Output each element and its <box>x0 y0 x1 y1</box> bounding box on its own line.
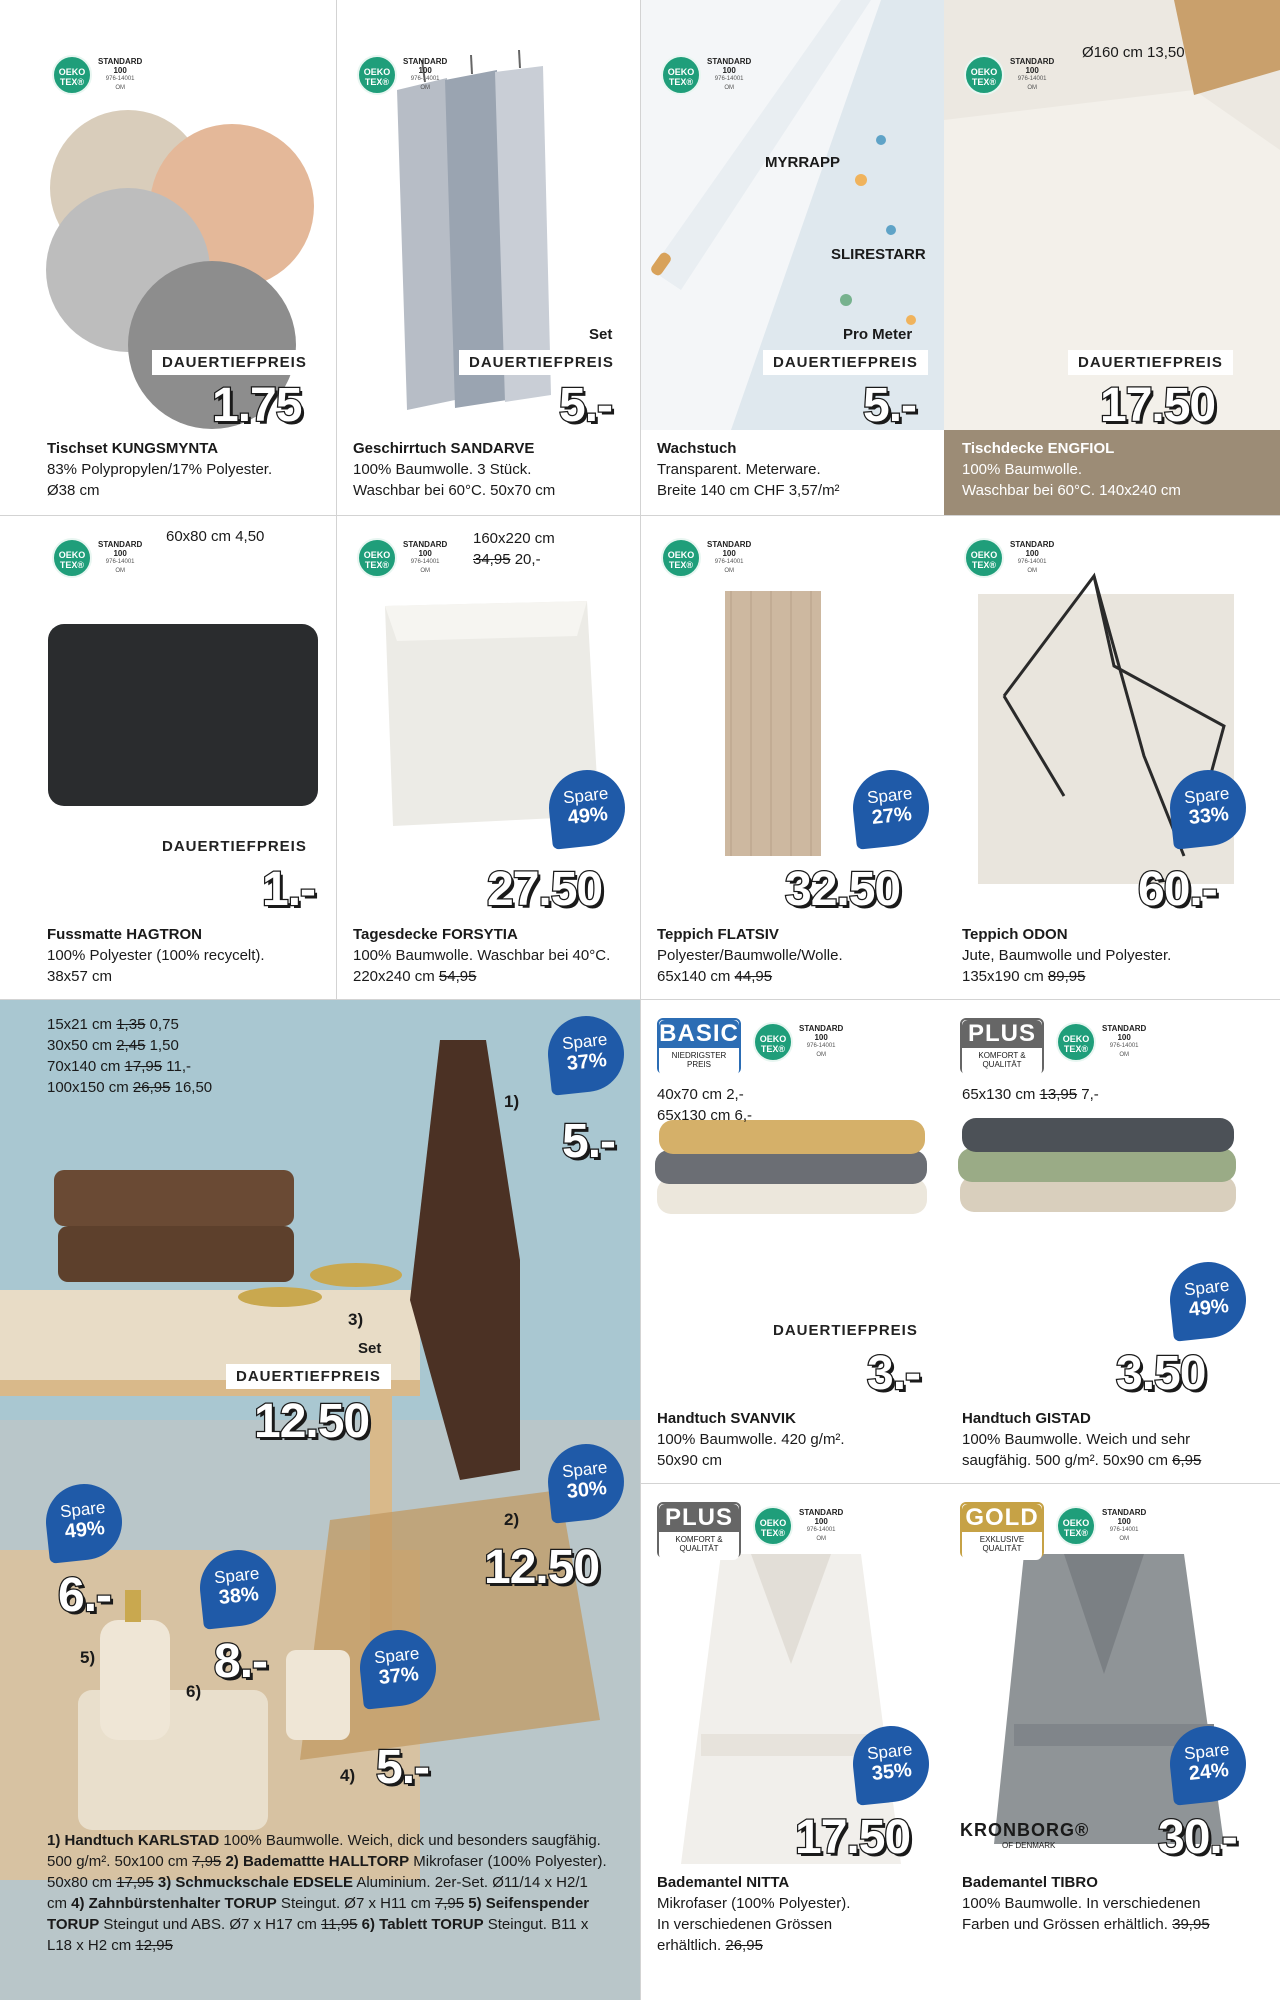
product-title: Geschirrtuch SANDARVE <box>353 440 535 457</box>
price-item6: 8.- <box>214 1635 268 1688</box>
product-desc: 100% Baumwolle. In verschiedenen <box>962 1895 1201 1912</box>
oeko-tex-logo-icon: OEKO TEX® <box>1056 1022 1096 1062</box>
size-price: Ø160 cm 13,50 <box>1082 44 1185 61</box>
price: 1.- <box>262 863 316 916</box>
price: 5.- <box>863 379 917 432</box>
dauertiefpreis-label: DAUERTIEFPREIS <box>459 350 624 375</box>
spare-badge-item4: Spare 37% <box>356 1626 440 1710</box>
oeko-tex-label: OEKO TEX® STANDARD 100 976-14001 OM <box>1056 1506 1146 1546</box>
price-item3: 12.50 <box>254 1395 370 1448</box>
product-tagesdecke[interactable]: OEKO TEX® STANDARD 100 976-14001 OM 160x220 cm 34,95 20,- Spare 49% 27.50 Tagesdecke FORSYTIA 100% Baumwolle. Waschbar bei 40°C. 220x240 cm 54,95 <box>336 515 640 999</box>
oeko-tex-label: OEKO TEX® STANDARD 100 976-14001 OM <box>357 538 447 578</box>
doormat-image <box>0 516 336 816</box>
set-label: Set <box>358 1340 382 1357</box>
product-desc: 83% Polypropylen/17% Polyester. <box>47 461 273 478</box>
product-desc: Breite 140 cm CHF 3,57/m² <box>657 482 840 499</box>
tier-plus-badge: PLUS KOMFORT & QUALITÄT <box>960 1018 1044 1074</box>
new-price: 20,- <box>514 551 541 568</box>
price: 27.50 <box>487 863 603 916</box>
oeko-tex-logo-icon: OEKO TEX® <box>52 55 92 95</box>
spare-badge-item5: Spare 49% <box>42 1480 126 1564</box>
oeko-tex-label: OEKO TEX® STANDARD 100 976-14001 OM <box>753 1022 843 1062</box>
oeko-tex-logo-icon: OEKO TEX® <box>753 1022 793 1062</box>
oeko-tex-label: OEKO TEX® STANDARD 100 976-14001 OM <box>52 538 142 578</box>
spare-badge: Spare 49% <box>545 766 629 850</box>
tier-gold-badge: GOLD EXKLUSIVE QUALITÄT <box>960 1502 1044 1558</box>
design-label: MYRRAPP <box>765 154 841 171</box>
product-bademantel-tibro[interactable]: GOLD EXKLUSIVE QUALITÄT OEKO TEX® STANDARD 100 976-14001 OM Spare 24% KRONBORG® OF DENMARK 30.- Bademantel TIBRO 100% Baumwolle. In verschiedenen Farben und Grössen erhältlich. 39,95 <box>944 1483 1280 2000</box>
product-desc: Waschbar bei 60°C. 140x240 cm <box>962 482 1181 499</box>
product-desc: 100% Baumwolle. Weich und sehr <box>962 1431 1191 1448</box>
oeko-tex-logo-icon: OEKO TEX® <box>357 55 397 95</box>
product-desc: Ø38 cm <box>47 482 100 499</box>
tier-plus-badge: PLUS KOMFORT & QUALITÄT <box>657 1502 741 1558</box>
price: 30.- <box>1158 1811 1237 1864</box>
oeko-tex-logo-icon: OEKO TEX® <box>357 538 397 578</box>
bath-desc-segment: 100% Baumwolle. Weich, dick und besonders saugfähig. 500 g/m². 50x100 cm <box>47 1832 601 1870</box>
dauertiefpreis-label: DAUERTIEFPREIS <box>763 350 928 375</box>
product-desc: 50x90 cm <box>657 1452 723 1469</box>
product-title: Handtuch SVANVIK <box>657 1410 796 1427</box>
price-item4: 5.- <box>376 1741 430 1794</box>
price: 17.50 <box>795 1811 911 1864</box>
design-label: SLIRESTARR <box>831 246 926 263</box>
dauertiefpreis-label: DAUERTIEFPREIS <box>226 1364 391 1389</box>
old-price: 54,95 <box>438 968 477 985</box>
item-number: 6) <box>186 1682 202 1701</box>
price: 3.50 <box>1116 1347 1206 1400</box>
old-price: 6,95 <box>1172 1452 1202 1469</box>
product-desc: Waschbar bei 60°C. 50x70 cm <box>353 482 556 499</box>
product-desc: 100% Baumwolle. 420 g/m². <box>657 1431 845 1448</box>
product-title: Teppich FLATSIV <box>657 926 779 943</box>
price-item1: 5.- <box>562 1115 616 1168</box>
spare-badge-item2: Spare 30% <box>544 1440 628 1524</box>
product-desc: Jute, Baumwolle und Polyester. <box>962 947 1172 964</box>
price: 1.75 <box>212 379 302 432</box>
size: 160x220 cm <box>473 530 555 547</box>
old-price: 89,95 <box>1047 968 1086 985</box>
item-number: 5) <box>80 1648 96 1667</box>
bath-desc-segment: 17,95 <box>116 1874 154 1891</box>
product-geschirrtuch[interactable] <box>336 0 640 515</box>
spare-badge-item6: Spare 38% <box>196 1546 280 1630</box>
bath-desc-segment: 12,95 <box>135 1937 173 1954</box>
oeko-tex-label: OEKO TEX® STANDARD 100 976-14001 OM <box>52 55 142 95</box>
bath-desc-segment: Steingut und ABS. Ø7 x H17 cm <box>99 1916 322 1933</box>
old-price: 44,95 <box>734 968 773 985</box>
item-number: 3) <box>348 1310 364 1329</box>
product-desc: Mikrofaser (100% Polyester). <box>657 1895 851 1912</box>
oeko-tex-label: OEKO TEX® STANDARD 100 976-14001 OM <box>1056 1022 1146 1062</box>
old-price: 39,95 <box>1172 1916 1210 1933</box>
bath-desc-segment: 2) Bademattte HALLTORP <box>221 1853 410 1870</box>
item-number: 2) <box>504 1510 520 1529</box>
product-title: Teppich ODON <box>962 926 1068 943</box>
product-title: Wachstuch <box>657 440 737 457</box>
bath-desc-segment: 5) Seifenspender TORUP <box>47 1895 590 1933</box>
spare-badge: Spare 27% <box>849 766 933 850</box>
bath-desc-segment: 7,95 <box>434 1895 465 1912</box>
oeko-tex-logo-icon: OEKO TEX® <box>964 55 1004 95</box>
bath-desc-segment: 1) Handtuch KARLSTAD <box>47 1832 220 1849</box>
price: 60.- <box>1138 863 1217 916</box>
product-title: Handtuch GISTAD <box>962 1410 1091 1427</box>
pro-meter-label: Pro Meter <box>843 326 913 343</box>
product-desc: 100% Polyester (100% recycelt). <box>47 947 265 964</box>
product-title: Fussmatte HAGTRON <box>47 926 203 943</box>
spare-badge-item1: Spare 37% <box>544 1012 628 1096</box>
oeko-tex-label: OEKO TEX® STANDARD 100 976-14001 OM <box>964 55 1054 95</box>
product-desc: 100% Baumwolle. <box>962 461 1083 478</box>
product-handtuch-gistad[interactable]: PLUS KOMFORT & QUALITÄT OEKO TEX® STANDARD 100 976-14001 OM 65x130 cm 13,95 7,- Spare 49% 3.50 Handtuch GISTAD 100% Baumwolle. Weich und sehr saugfähig. 500 g/m². 50x90 cm 6,95 <box>944 999 1280 1483</box>
spare-badge: Spare 33% <box>1166 766 1250 850</box>
dauertiefpreis-label: DAUERTIEFPREIS <box>1068 350 1233 375</box>
bath-desc-segment: Aluminium. 2er-Set. Ø11/14 x H2/1 cm <box>47 1874 588 1912</box>
product-teppich-odon[interactable]: OEKO TEX® STANDARD 100 976-14001 OM Spare 33% 60.- Teppich ODON Jute, Baumwolle und Polyester. 135x190 cm 89,95 <box>944 515 1280 999</box>
oeko-tex-logo-icon: OEKO TEX® <box>52 538 92 578</box>
bath-desc-segment: 7,95 <box>192 1853 222 1870</box>
bath-desc-segment: Mikrofaser (100% Polyester). 50x80 cm <box>47 1853 607 1891</box>
old-price: 34,95 <box>473 551 511 568</box>
product-wachstuch[interactable] <box>640 0 944 515</box>
price: 17.50 <box>1100 379 1216 432</box>
product-bademantel-nitta[interactable]: PLUS KOMFORT & QUALITÄT OEKO TEX® STANDARD 100 976-14001 OM Spare 35% 17.50 Bademantel NITTA Mikrofaser (100% Polyester). In verschiedenen Grössen erhältlich. 26,95 <box>640 1483 944 2000</box>
oeko-tex-logo-icon: OEKO TEX® <box>964 538 1004 578</box>
tier-basic-badge: BASIC NIEDRIGSTER PREIS <box>657 1018 741 1074</box>
product-teppich-flatsiv[interactable]: OEKO TEX® STANDARD 100 976-14001 OM Spare 27% 32.50 Teppich FLATSIV Polyester/Baumwolle/Wolle. 65x140 cm 44,95 <box>640 515 944 999</box>
product-fussmatte[interactable] <box>0 515 336 999</box>
product-desc: Polyester/Baumwolle/Wolle. <box>657 947 843 964</box>
set-label: Set <box>589 326 613 343</box>
product-handtuch-svanvik[interactable]: BASIC NIEDRIGSTER PREIS OEKO TEX® STANDARD 100 976-14001 OM 40x70 cm 2,- 65x130 cm 6,- DAUERTIEFPREIS 3.- Handtuch SVANVIK 100% Baumwolle. 420 g/m². 50x90 cm <box>640 999 944 1483</box>
product-title: Tischdecke ENGFIOL <box>962 440 1115 457</box>
product-desc: 38x57 cm <box>47 968 113 985</box>
old-price: 26,95 <box>725 1937 763 1954</box>
spare-badge: Spare 49% <box>1166 1258 1250 1342</box>
bath-desc-segment: Steingut. B11 x L18 x H2 cm <box>47 1916 589 1954</box>
oeko-tex-label: OEKO TEX® STANDARD 100 976-14001 OM <box>753 1506 843 1546</box>
kronborg-logo: KRONBORG® OF DENMARK <box>960 1820 1090 1850</box>
item-number: 1) <box>504 1092 520 1111</box>
product-desc: 100% Baumwolle. 3 Stück. <box>353 461 532 478</box>
spare-badge: Spare 24% <box>1166 1722 1250 1806</box>
bath-desc-segment: 11,95 <box>321 1916 358 1933</box>
size-price: 60x80 cm 4,50 <box>166 528 265 545</box>
bath-section: 15x21 cm 1,35 0,75 30x50 cm 2,45 1,50 70x140 cm 17,95 11,- 100x150 cm 26,95 16,50 Spare 37% 1) 5.- 3) Set DAUERTIEFPREIS 12.50 Spare 30% 2) 12.50 Spare 49% 6.- 5) Spare 38% 8.- 6) Spare 37% 4) 5.- 1) Handtuch KARLSTAD 100% Baumwolle. Weich, dick und besonders saugfähig. 500 g/m². 50x100 cm 7,95 2) Bademattte HALLTORP Mikrofaser (100% Polyester). 50x80 cm 17,95 3) Schmuckschale EDSELE Aluminium. 2er-Set. Ø11/14 x H2/1 cm 4) Zahnbürstenhalter TORUP Steingut. Ø7 x H11 cm 7,95 5) Seifenspender TORUP Steingut und ABS. Ø7 x H17 cm 11,95 6) Tablett TORUP Steingut. B11 x L18 x H2 cm 12,95 <box>0 999 640 2000</box>
price: 5.- <box>559 379 613 432</box>
product-title: Bademantel TIBRO <box>962 1874 1098 1891</box>
item-number: 4) <box>340 1766 356 1785</box>
bath-desc-segment: Steingut. Ø7 x H11 cm <box>276 1895 435 1912</box>
product-tischset[interactable] <box>0 0 336 515</box>
product-desc: In verschiedenen Grössen <box>657 1916 833 1933</box>
oeko-tex-logo-icon: OEKO TEX® <box>661 538 701 578</box>
price-item5: 6.- <box>58 1569 112 1622</box>
product-tischdecke[interactable] <box>944 0 1280 515</box>
product-desc: Transparent. Meterware. <box>657 461 821 478</box>
dauertiefpreis-label: DAUERTIEFPREIS <box>763 1318 928 1343</box>
product-title: Bademantel NITTA <box>657 1874 790 1891</box>
spare-badge: Spare 35% <box>849 1722 933 1806</box>
product-title: Tischset KUNGSMYNTA <box>47 440 219 457</box>
product-desc: 100% Baumwolle. Waschbar bei 40°C. <box>353 947 611 964</box>
price: 32.50 <box>785 863 901 916</box>
bath-desc-segment: 4) Zahnbürstenhalter TORUP <box>71 1895 277 1912</box>
oeko-tex-logo-icon: OEKO TEX® <box>753 1506 793 1546</box>
oeko-tex-label: OEKO TEX® STANDARD 100 976-14001 OM <box>661 538 751 578</box>
bath-desc-segment: 6) Tablett TORUP <box>357 1916 484 1933</box>
product-title: Tagesdecke FORSYTIA <box>353 926 518 943</box>
bath-description <box>47 1830 607 1956</box>
oeko-tex-label: OEKO TEX® STANDARD 100 976-14001 OM <box>357 55 447 95</box>
oeko-tex-label: OEKO TEX® STANDARD 100 976-14001 OM <box>661 55 751 95</box>
dauertiefpreis-label: DAUERTIEFPREIS <box>152 834 317 859</box>
oeko-tex-logo-icon: OEKO TEX® <box>661 55 701 95</box>
dauertiefpreis-label: DAUERTIEFPREIS <box>152 350 317 375</box>
bath-desc-segment: 3) Schmuckschale EDSELE <box>153 1874 353 1891</box>
oeko-tex-label: OEKO TEX® STANDARD 100 976-14001 OM <box>964 538 1054 578</box>
oeko-tex-logo-icon: OEKO TEX® <box>1056 1506 1096 1546</box>
price-item2: 12.50 <box>484 1541 600 1594</box>
price: 3.- <box>867 1347 921 1400</box>
